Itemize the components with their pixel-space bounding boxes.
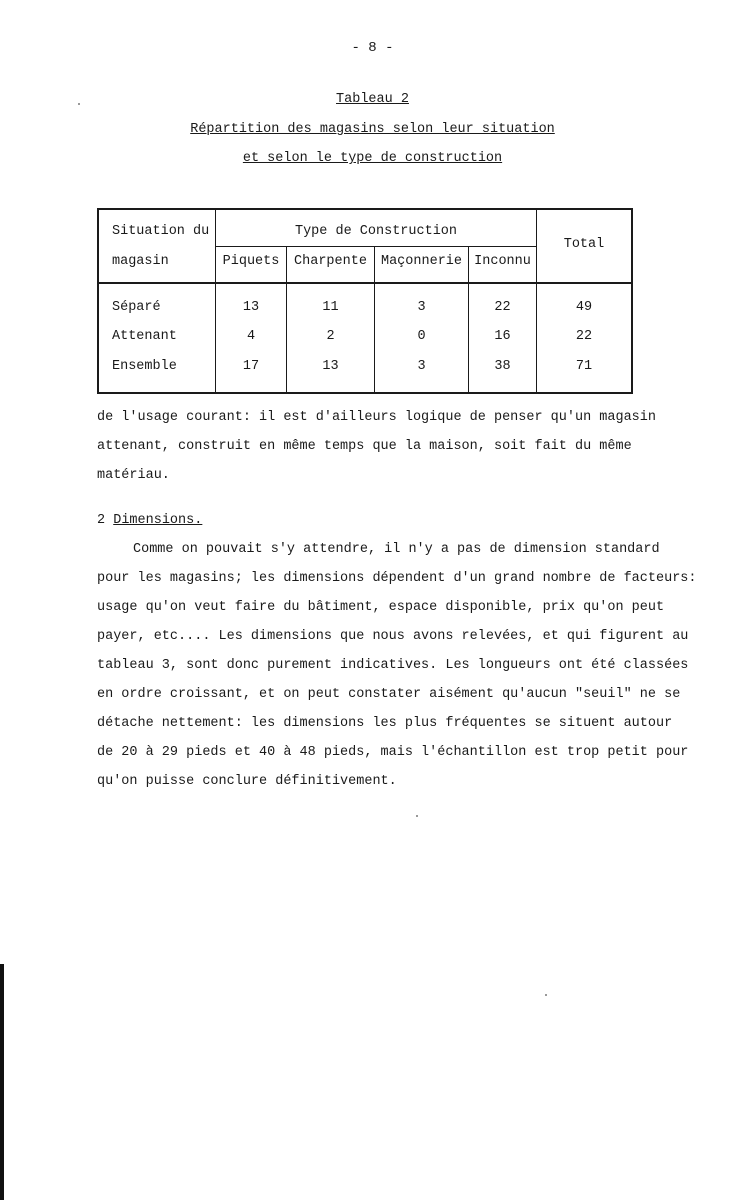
table-top-rule [97, 208, 633, 210]
text-line: détache nettement: les dimensions les plus fréquentes se situent autour [97, 716, 673, 731]
table-left-rule [97, 208, 99, 394]
cell-ensemble-inconnu: 38 [494, 359, 511, 374]
paragraph-usage [97, 403, 657, 490]
row-label-separe: Séparé [112, 300, 161, 315]
scan-speck [78, 103, 80, 105]
section-title: Dimensions. [113, 513, 203, 528]
table-caption-line3: et selon le type de construction [242, 151, 503, 166]
table-right-rule [631, 208, 633, 394]
text-line: qu'on puisse conclure définitivement. [97, 774, 397, 789]
subheader-piquets: Piquets [222, 254, 280, 269]
scan-speck [545, 994, 547, 996]
header-situation-line1: Situation du [112, 224, 210, 239]
subheader-inconnu: Inconnu [474, 254, 531, 269]
text-line: attenant, construit en même temps que la maison, soit fait du même [97, 439, 632, 454]
cell-ensemble-charpente: 13 [322, 359, 339, 374]
text-line: tableau 3, sont donc purement indicatives. Les longueurs ont été classées [97, 658, 689, 673]
cell-separe-maconnerie: 3 [417, 300, 426, 315]
header-type-construction: Type de Construction [294, 224, 458, 239]
cell-separe-inconnu: 22 [494, 300, 511, 315]
text-line: matériau. [97, 468, 170, 483]
page-number: - 8 - [351, 40, 394, 56]
subheader-charpente: Charpente [294, 254, 367, 269]
cell-separe-charpente: 11 [322, 300, 339, 315]
section-number: 2 [97, 513, 106, 528]
cell-attenant-total: 22 [575, 329, 593, 344]
table-caption-title: Tableau 2 [336, 92, 409, 107]
text-line: Comme on pouvait s'y attendre, il n'y a pas de dimension standard [133, 542, 660, 557]
cell-separe-total: 49 [575, 300, 593, 315]
text-line: usage qu'on veut faire du bâtiment, espace disponible, prix qu'on peut [97, 600, 665, 615]
group-header-rule [215, 246, 536, 247]
header-situation-line2: magasin [112, 254, 169, 269]
cell-ensemble-piquets: 17 [242, 359, 260, 374]
text-line: de 20 à 29 pieds et 40 à 48 pieds, mais l'échantillon est trop petit pour [97, 745, 689, 760]
header-total: Total [563, 237, 605, 252]
cell-ensemble-total: 71 [575, 359, 593, 374]
cell-separe-piquets: 13 [242, 300, 260, 315]
scan-speck [416, 815, 418, 817]
cell-attenant-piquets: 4 [246, 329, 256, 344]
cell-attenant-charpente: 2 [326, 329, 335, 344]
cell-attenant-maconnerie: 0 [417, 329, 426, 344]
subheader-maconnerie: Maçonnerie [380, 254, 462, 269]
row-label-attenant: Attenant [112, 329, 177, 344]
table-caption-line2: Répartition des magasins selon leur situation [190, 122, 555, 137]
cell-attenant-inconnu: 16 [494, 329, 511, 344]
paragraph-dimensions [97, 535, 697, 796]
table-bottom-rule [97, 392, 633, 394]
distribution-table [97, 208, 633, 394]
scan-margin-bar [0, 964, 4, 1200]
header-bottom-rule [97, 282, 633, 284]
section-heading [97, 506, 657, 535]
text-line: de l'usage courant: il est d'ailleurs logique de penser qu'un magasin [97, 410, 656, 425]
text-line: pour les magasins; les dimensions dépendent d'un grand nombre de facteurs: [97, 571, 697, 586]
row-label-ensemble: Ensemble [112, 359, 177, 374]
text-line: payer, etc.... Les dimensions que nous avons relevées, et qui figurent au [97, 629, 689, 644]
cell-ensemble-maconnerie: 3 [417, 359, 426, 374]
text-line: en ordre croissant, et on peut constater aisément qu'aucun "seuil" ne se [97, 687, 681, 702]
